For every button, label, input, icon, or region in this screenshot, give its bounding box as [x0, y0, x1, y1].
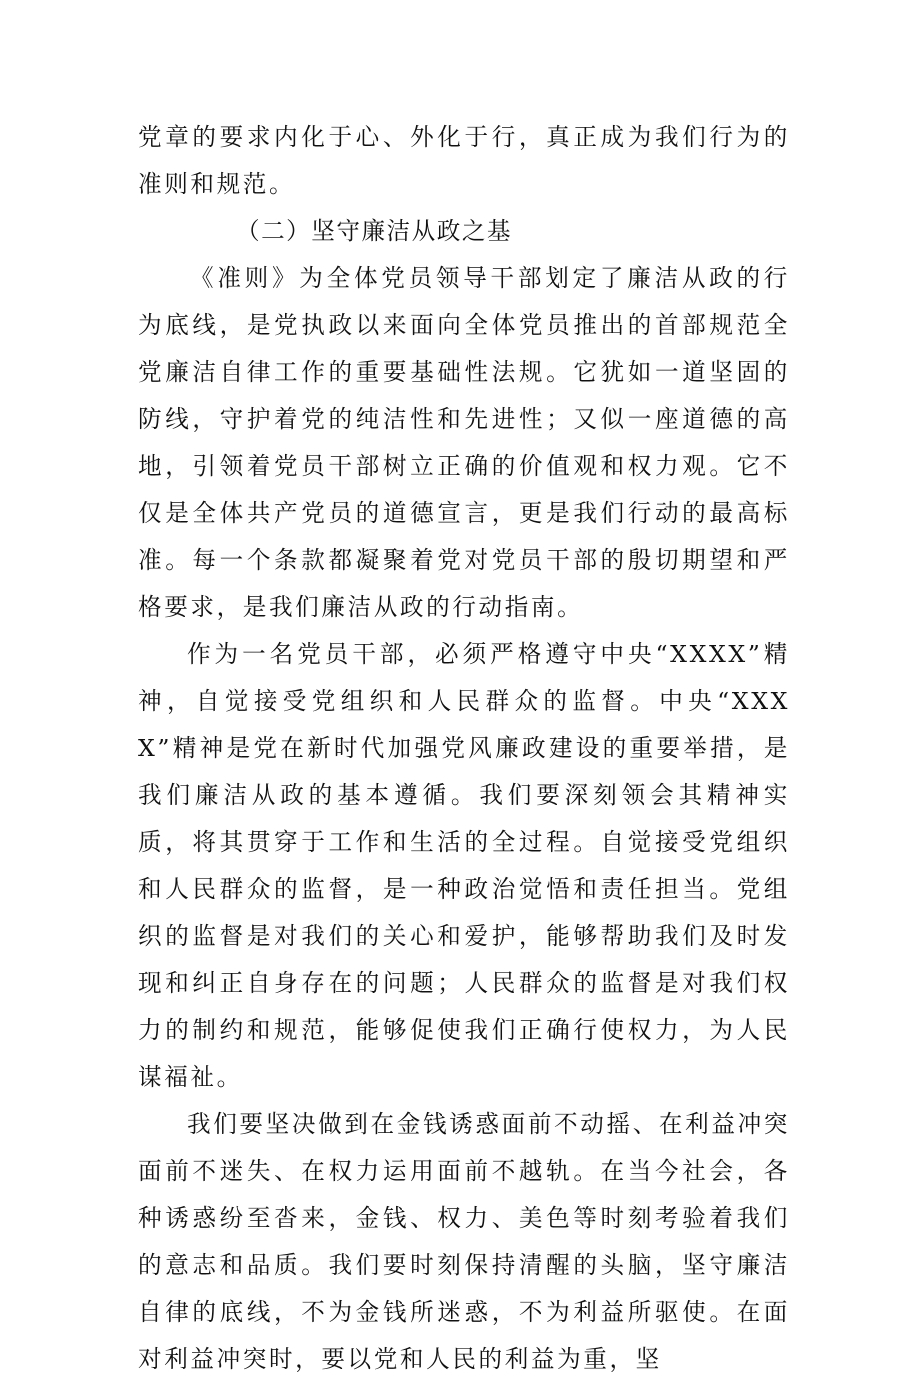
section-heading: （二）坚守廉洁从政之基: [236, 217, 513, 245]
document-body: [138, 114, 790, 1383]
body-paragraph-supervision: 作为一名党员干部，必须严格遵守中央“XXXX”精神，自觉接受党组织和人民群众的监督。中央“XXXX”精神是党在新时代加强党风廉政建设的重要举措，是我们廉洁从政的基本遵循。我们要深刻领会其精神实质，将其贯穿于工作和生活的全过程。自觉接受党组织和人民群众的监督，是一种政治觉悟和责任担当。党组织的监督是对我们的关心和爱护，能够帮助我们及时发现和纠正自身存在的问题；人民群众的监督是对我们权力的制约和规范，能够促使我们正确行使权力，为人民谋福祉。: [138, 640, 790, 1091]
body-paragraph-guidelines: 《准则》为全体党员领导干部划定了廉洁从政的行为底线，是党执政以来面向全体党员推出的首部规范全党廉洁自律工作的重要基础性法规。它犹如一道坚固的防线，守护着党的纯洁性和先进性；又似一座道德的高地，引领着党员干部树立正确的价值观和权力观。它不仅是全体共产党员的道德宣言，更是我们行动的最高标准。每一个条款都凝聚着党对党员干部的殷切期望和严格要求，是我们廉洁从政的行动指南。: [138, 264, 790, 621]
continuation-paragraph: 党章的要求内化于心、外化于行，真正成为我们行为的准则和规范。: [138, 123, 790, 198]
body-paragraph-integrity: 我们要坚决做到在金钱诱惑面前不动摇、在利益冲突面前不迷失、在权力运用面前不越轨。在当今社会，各种诱惑纷至沓来，金钱、权力、美色等时刻考验着我们的意志和品质。我们要时刻保持清醒的头脑，坚守廉洁自律的底线，不为金钱所迷惑，不为利益所驱使。在面对利益冲突时，要以党和人民的利益为重，坚: [138, 1110, 790, 1373]
